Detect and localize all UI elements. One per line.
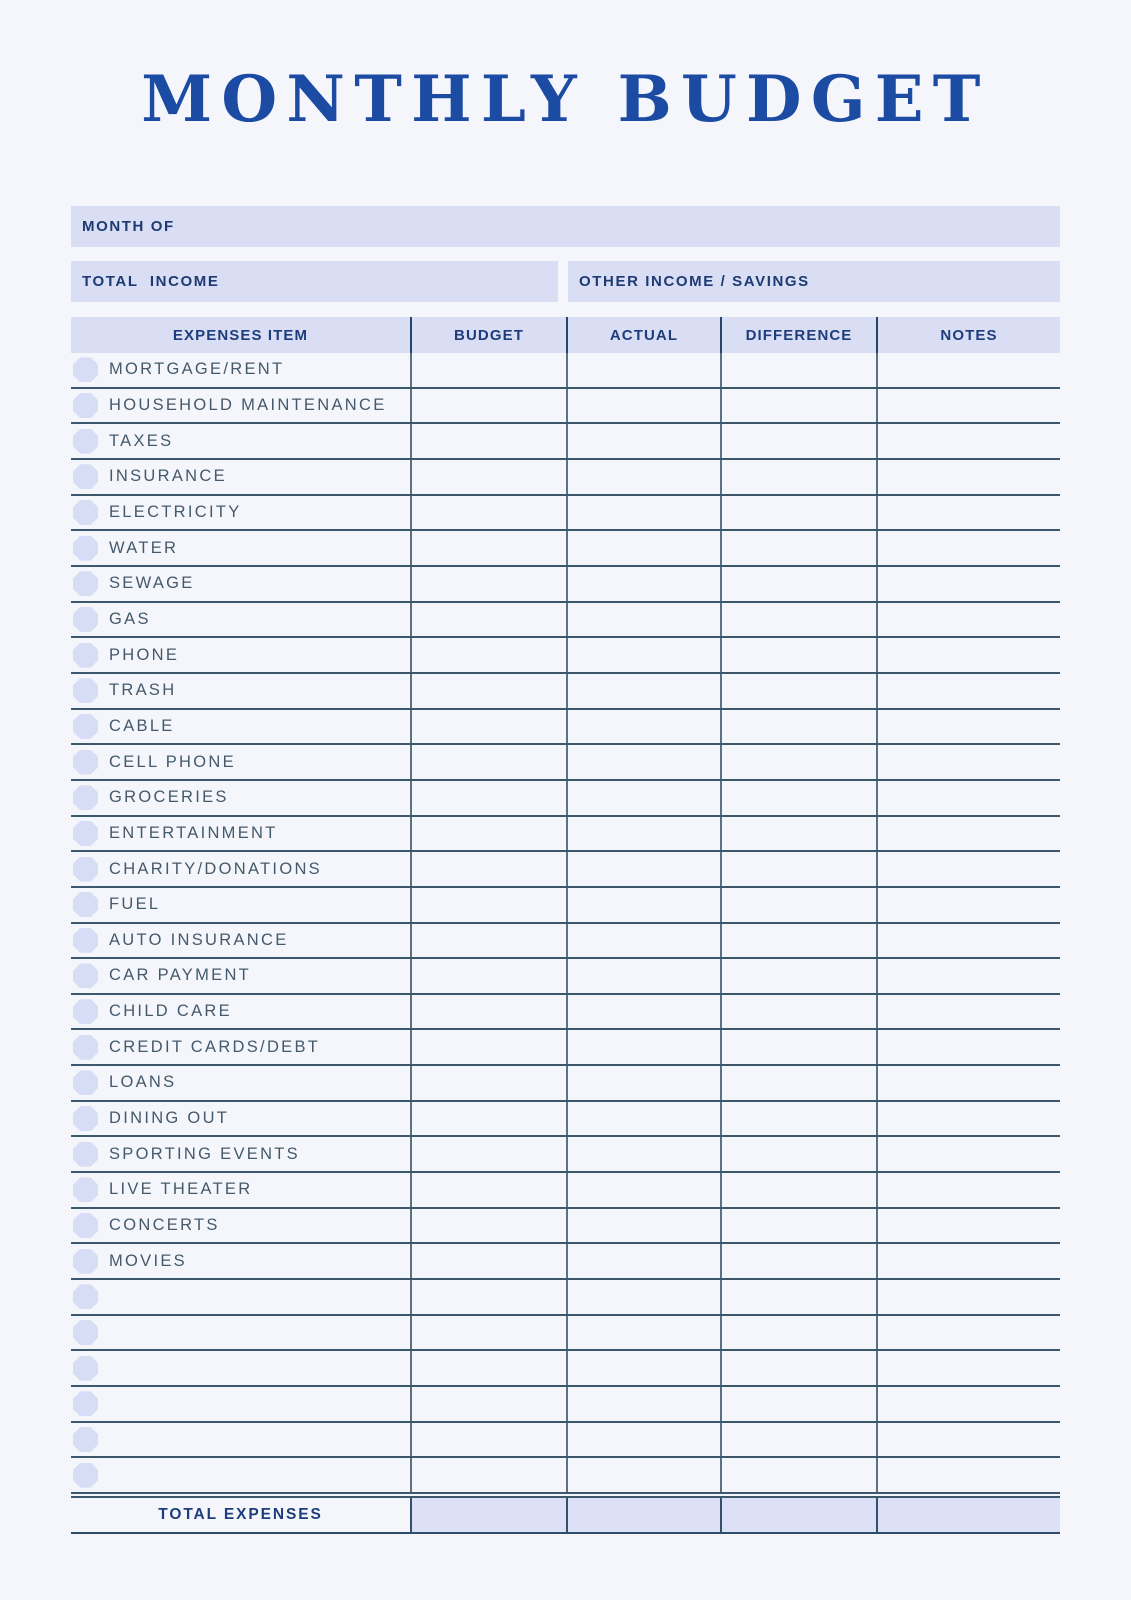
- expense-item-label: CHARITY/DONATIONS: [109, 859, 322, 878]
- header-notes: NOTES: [876, 317, 1060, 353]
- expense-item-cell: [71, 888, 410, 922]
- expense-item-cell[interactable]: [71, 1280, 410, 1314]
- total-notes-cell[interactable]: [876, 1498, 1060, 1532]
- difference-cell[interactable]: [720, 674, 876, 708]
- budget-cell[interactable]: [410, 674, 566, 708]
- table-row: [71, 1423, 1060, 1459]
- difference-cell[interactable]: [720, 1423, 876, 1457]
- bullet-icon: [73, 464, 98, 489]
- bullet-icon: [73, 571, 98, 596]
- expense-item-cell: [71, 924, 410, 958]
- difference-cell[interactable]: [720, 1280, 876, 1314]
- total-income-field[interactable]: [71, 261, 558, 302]
- budget-cell[interactable]: [410, 1102, 566, 1136]
- expense-item-label: FUEL: [109, 895, 161, 914]
- notes-cell[interactable]: [876, 1316, 1060, 1350]
- difference-cell[interactable]: [720, 1351, 876, 1385]
- notes-cell[interactable]: [876, 353, 1060, 387]
- difference-cell[interactable]: [720, 460, 876, 494]
- budget-cell[interactable]: [410, 995, 566, 1029]
- budget-cell[interactable]: [410, 353, 566, 387]
- expense-item-label: CELL PHONE: [109, 752, 236, 771]
- budget-cell[interactable]: [410, 1280, 566, 1314]
- difference-cell[interactable]: [720, 888, 876, 922]
- notes-cell[interactable]: [876, 460, 1060, 494]
- bullet-icon: [73, 1391, 98, 1416]
- difference-cell[interactable]: [720, 531, 876, 565]
- expense-item-label: CAR PAYMENT: [109, 966, 252, 985]
- difference-cell[interactable]: [720, 1173, 876, 1207]
- budget-cell[interactable]: [410, 781, 566, 815]
- expense-item-label: CONCERTS: [109, 1216, 220, 1235]
- expense-item-cell: [71, 1102, 410, 1136]
- table-row: [71, 1209, 1060, 1245]
- expense-item-cell: [71, 1137, 410, 1171]
- notes-cell[interactable]: [876, 531, 1060, 565]
- difference-cell[interactable]: [720, 496, 876, 530]
- budget-cell[interactable]: [410, 567, 566, 601]
- difference-cell[interactable]: [720, 1387, 876, 1421]
- table-row: [71, 924, 1060, 960]
- notes-cell[interactable]: [876, 817, 1060, 851]
- expense-item-cell: [71, 638, 410, 672]
- notes-cell[interactable]: [876, 959, 1060, 993]
- expense-item-cell: [71, 674, 410, 708]
- budget-cell[interactable]: [410, 389, 566, 423]
- budget-cell[interactable]: [410, 710, 566, 744]
- budget-cell[interactable]: [410, 1137, 566, 1171]
- table-row: [71, 1244, 1060, 1280]
- bullet-icon: [73, 429, 98, 454]
- budget-cell[interactable]: [410, 460, 566, 494]
- bullet-icon: [73, 643, 98, 668]
- expense-item-label: AUTO INSURANCE: [109, 930, 289, 949]
- difference-cell[interactable]: [720, 1102, 876, 1136]
- bullet-icon: [73, 393, 98, 418]
- other-income-savings-label: OTHER INCOME / SAVINGS: [579, 273, 810, 290]
- header-budget: BUDGET: [410, 317, 566, 353]
- difference-cell[interactable]: [720, 781, 876, 815]
- table-row: [71, 496, 1060, 532]
- difference-cell[interactable]: [720, 852, 876, 886]
- table-body: [71, 353, 1060, 1494]
- expense-item-cell: [71, 424, 410, 458]
- actual-cell[interactable]: [566, 817, 720, 851]
- expense-item-cell: [71, 353, 410, 387]
- expense-item-label: GAS: [109, 609, 151, 628]
- budget-cell[interactable]: [410, 1423, 566, 1457]
- expense-item-cell[interactable]: [71, 1423, 410, 1457]
- budget-cell[interactable]: [410, 424, 566, 458]
- expense-item-cell: [71, 460, 410, 494]
- difference-cell[interactable]: [720, 1137, 876, 1171]
- expense-item-label: DINING OUT: [109, 1109, 230, 1128]
- expense-item-cell: [71, 852, 410, 886]
- expense-item-label: HOUSEHOLD MAINTENANCE: [109, 395, 387, 414]
- table-row: [71, 1066, 1060, 1102]
- expense-item-label: GROCERIES: [109, 788, 229, 807]
- notes-cell[interactable]: [876, 1387, 1060, 1421]
- difference-cell[interactable]: [720, 1316, 876, 1350]
- expense-item-cell: [71, 389, 410, 423]
- expense-item-label: SEWAGE: [109, 574, 195, 593]
- month-of-label: MONTH OF: [82, 218, 175, 235]
- table-row: [71, 424, 1060, 460]
- notes-cell[interactable]: [876, 1244, 1060, 1278]
- actual-cell[interactable]: [566, 1351, 720, 1385]
- notes-cell[interactable]: [876, 924, 1060, 958]
- notes-cell[interactable]: [876, 1173, 1060, 1207]
- expenses-table: [71, 317, 1060, 1534]
- actual-cell[interactable]: [566, 389, 720, 423]
- difference-cell[interactable]: [720, 424, 876, 458]
- table-row: [71, 745, 1060, 781]
- table-row: [71, 353, 1060, 389]
- expense-item-label: WATER: [109, 538, 179, 557]
- table-row: [71, 1280, 1060, 1316]
- bullet-icon: [73, 536, 98, 561]
- expense-item-label: ELECTRICITY: [109, 502, 242, 521]
- expense-item-cell[interactable]: [71, 1387, 410, 1421]
- table-row: [71, 1458, 1060, 1494]
- expense-item-cell: [71, 1244, 410, 1278]
- budget-cell[interactable]: [410, 745, 566, 779]
- expense-item-label: MOVIES: [109, 1251, 187, 1270]
- difference-cell[interactable]: [720, 710, 876, 744]
- other-income-savings-field[interactable]: [568, 261, 1060, 302]
- bullet-icon: [73, 1035, 98, 1060]
- bullet-icon: [73, 1356, 98, 1381]
- bullet-icon: [73, 1106, 98, 1131]
- expense-item-cell: [71, 603, 410, 637]
- expense-item-cell: [71, 781, 410, 815]
- budget-cell[interactable]: [410, 1209, 566, 1243]
- total-difference-cell[interactable]: [720, 1498, 876, 1532]
- expense-item-cell: [71, 1209, 410, 1243]
- actual-cell[interactable]: [566, 1316, 720, 1350]
- bullet-icon: [73, 857, 98, 882]
- expense-item-cell[interactable]: [71, 1458, 410, 1492]
- actual-cell[interactable]: [566, 1137, 720, 1171]
- expense-item-cell: [71, 1066, 410, 1100]
- expense-item-cell[interactable]: [71, 1316, 410, 1350]
- difference-cell[interactable]: [720, 745, 876, 779]
- bullet-icon: [73, 1177, 98, 1202]
- table-row: [71, 1137, 1060, 1173]
- table-row: [71, 567, 1060, 603]
- expense-item-cell: [71, 531, 410, 565]
- budget-cell[interactable]: [410, 817, 566, 851]
- actual-cell[interactable]: [566, 496, 720, 530]
- notes-cell[interactable]: [876, 1280, 1060, 1314]
- header-actual: ACTUAL: [566, 317, 720, 353]
- notes-cell[interactable]: [876, 1458, 1060, 1492]
- actual-cell[interactable]: [566, 959, 720, 993]
- actual-cell[interactable]: [566, 745, 720, 779]
- actual-cell[interactable]: [566, 1244, 720, 1278]
- table-header-row: [71, 317, 1060, 353]
- notes-cell[interactable]: [876, 1030, 1060, 1064]
- header-difference: DIFFERENCE: [720, 317, 876, 353]
- expense-item-cell[interactable]: [71, 1351, 410, 1385]
- table-row: [71, 995, 1060, 1031]
- difference-cell[interactable]: [720, 1030, 876, 1064]
- difference-cell[interactable]: [720, 817, 876, 851]
- notes-cell[interactable]: [876, 1209, 1060, 1243]
- budget-cell[interactable]: [410, 1458, 566, 1492]
- bullet-icon: [73, 785, 98, 810]
- budget-cell[interactable]: [410, 852, 566, 886]
- difference-cell[interactable]: [720, 389, 876, 423]
- bullet-icon: [73, 821, 98, 846]
- expense-item-cell: [71, 1173, 410, 1207]
- notes-cell[interactable]: [876, 710, 1060, 744]
- notes-cell[interactable]: [876, 1423, 1060, 1457]
- budget-cell[interactable]: [410, 603, 566, 637]
- notes-cell[interactable]: [876, 995, 1060, 1029]
- budget-cell[interactable]: [410, 1387, 566, 1421]
- budget-cell[interactable]: [410, 888, 566, 922]
- budget-cell[interactable]: [410, 1173, 566, 1207]
- table-row: [71, 781, 1060, 817]
- expense-item-cell: [71, 1030, 410, 1064]
- actual-cell[interactable]: [566, 1066, 720, 1100]
- expense-item-cell: [71, 567, 410, 601]
- expense-item-cell: [71, 496, 410, 530]
- page-title: MONTHLY BUDGET: [141, 62, 990, 137]
- table-row: [71, 674, 1060, 710]
- difference-cell[interactable]: [720, 567, 876, 601]
- actual-cell[interactable]: [566, 460, 720, 494]
- notes-cell[interactable]: [876, 424, 1060, 458]
- expense-item-label: INSURANCE: [109, 467, 227, 486]
- difference-cell[interactable]: [720, 353, 876, 387]
- total-expenses-row: [71, 1496, 1060, 1534]
- expense-item-label: ENTERTAINMENT: [109, 823, 278, 842]
- notes-cell[interactable]: [876, 603, 1060, 637]
- total-actual-cell[interactable]: [566, 1498, 720, 1532]
- bullet-icon: [73, 500, 98, 525]
- month-of-field[interactable]: [71, 206, 1060, 247]
- expense-item-label: CHILD CARE: [109, 1002, 232, 1021]
- bullet-icon: [73, 928, 98, 953]
- budget-cell[interactable]: [410, 959, 566, 993]
- actual-cell[interactable]: [566, 888, 720, 922]
- notes-cell[interactable]: [876, 1102, 1060, 1136]
- table-row: [71, 531, 1060, 567]
- expense-item-cell: [71, 995, 410, 1029]
- actual-cell[interactable]: [566, 531, 720, 565]
- notes-cell[interactable]: [876, 745, 1060, 779]
- bullet-icon: [73, 357, 98, 382]
- actual-cell[interactable]: [566, 424, 720, 458]
- table-row: [71, 603, 1060, 639]
- total-budget-cell[interactable]: [410, 1498, 566, 1532]
- table-row: [71, 959, 1060, 995]
- total-expenses-label: TOTAL EXPENSES: [158, 1506, 323, 1523]
- difference-cell[interactable]: [720, 1209, 876, 1243]
- actual-cell[interactable]: [566, 710, 720, 744]
- bullet-icon: [73, 999, 98, 1024]
- expense-item-label: SPORTING EVENTS: [109, 1144, 300, 1163]
- bullet-icon: [73, 892, 98, 917]
- notes-cell[interactable]: [876, 888, 1060, 922]
- bullet-icon: [73, 1320, 98, 1345]
- notes-cell[interactable]: [876, 852, 1060, 886]
- expense-item-label: LIVE THEATER: [109, 1180, 253, 1199]
- notes-cell[interactable]: [876, 389, 1060, 423]
- budget-cell[interactable]: [410, 1244, 566, 1278]
- actual-cell[interactable]: [566, 638, 720, 672]
- table-row: [71, 1173, 1060, 1209]
- notes-cell[interactable]: [876, 1137, 1060, 1171]
- difference-cell[interactable]: [720, 1458, 876, 1492]
- actual-cell[interactable]: [566, 1209, 720, 1243]
- notes-cell[interactable]: [876, 674, 1060, 708]
- actual-cell[interactable]: [566, 924, 720, 958]
- header-expenses-item: EXPENSES ITEM: [172, 326, 309, 344]
- notes-cell[interactable]: [876, 1351, 1060, 1385]
- actual-cell[interactable]: [566, 1387, 720, 1421]
- expense-item-cell: [71, 710, 410, 744]
- difference-cell[interactable]: [720, 1066, 876, 1100]
- actual-cell[interactable]: [566, 1423, 720, 1457]
- bullet-icon: [73, 1213, 98, 1238]
- table-row: [71, 852, 1060, 888]
- budget-cell[interactable]: [410, 638, 566, 672]
- notes-cell[interactable]: [876, 567, 1060, 601]
- table-row: [71, 1102, 1060, 1138]
- actual-cell[interactable]: [566, 567, 720, 601]
- budget-cell[interactable]: [410, 496, 566, 530]
- expense-item-label: CREDIT CARDS/DEBT: [109, 1037, 321, 1056]
- actual-cell[interactable]: [566, 1173, 720, 1207]
- table-row: [71, 460, 1060, 496]
- notes-cell[interactable]: [876, 781, 1060, 815]
- actual-cell[interactable]: [566, 781, 720, 815]
- notes-cell[interactable]: [876, 1066, 1060, 1100]
- budget-cell[interactable]: [410, 1066, 566, 1100]
- bullet-icon: [73, 1249, 98, 1274]
- table-row: [71, 888, 1060, 924]
- bullet-icon: [73, 963, 98, 988]
- expense-item-label: CABLE: [109, 716, 175, 735]
- expense-item-label: TRASH: [109, 681, 177, 700]
- actual-cell[interactable]: [566, 1280, 720, 1314]
- actual-cell[interactable]: [566, 852, 720, 886]
- table-row: [71, 1387, 1060, 1423]
- bullet-icon: [73, 678, 98, 703]
- difference-cell[interactable]: [720, 995, 876, 1029]
- table-row: [71, 817, 1060, 853]
- difference-cell[interactable]: [720, 638, 876, 672]
- expense-item-label: MORTGAGE/RENT: [109, 360, 285, 379]
- notes-cell[interactable]: [876, 496, 1060, 530]
- bullet-icon: [73, 1427, 98, 1452]
- table-row: [71, 1351, 1060, 1387]
- budget-cell[interactable]: [410, 924, 566, 958]
- total-expenses-label-cell: [71, 1498, 410, 1532]
- table-row: [71, 389, 1060, 425]
- expense-item-label: TAXES: [109, 431, 174, 450]
- bullet-icon: [73, 607, 98, 632]
- expense-item-cell: [71, 817, 410, 851]
- bullet-icon: [73, 1142, 98, 1167]
- expense-item-label: PHONE: [109, 645, 180, 664]
- expense-item-label: LOANS: [109, 1073, 177, 1092]
- actual-cell[interactable]: [566, 1458, 720, 1492]
- actual-cell[interactable]: [566, 995, 720, 1029]
- difference-cell[interactable]: [720, 1244, 876, 1278]
- table-row: [71, 1316, 1060, 1352]
- table-row: [71, 1030, 1060, 1066]
- budget-cell[interactable]: [410, 1351, 566, 1385]
- bullet-icon: [73, 1070, 98, 1095]
- expense-item-cell: [71, 745, 410, 779]
- actual-cell[interactable]: [566, 353, 720, 387]
- bullet-icon: [73, 750, 98, 775]
- bullet-icon: [73, 714, 98, 739]
- actual-cell[interactable]: [566, 603, 720, 637]
- table-row: [71, 638, 1060, 674]
- actual-cell[interactable]: [566, 1102, 720, 1136]
- budget-cell[interactable]: [410, 1316, 566, 1350]
- expense-item-cell: [71, 959, 410, 993]
- bullet-icon: [73, 1284, 98, 1309]
- actual-cell[interactable]: [566, 1030, 720, 1064]
- total-income-label: TOTAL INCOME: [82, 273, 220, 290]
- budget-cell[interactable]: [410, 1030, 566, 1064]
- difference-cell[interactable]: [720, 603, 876, 637]
- budget-cell[interactable]: [410, 531, 566, 565]
- actual-cell[interactable]: [566, 674, 720, 708]
- difference-cell[interactable]: [720, 959, 876, 993]
- table-row: [71, 710, 1060, 746]
- difference-cell[interactable]: [720, 924, 876, 958]
- bullet-icon: [73, 1463, 98, 1488]
- notes-cell[interactable]: [876, 638, 1060, 672]
